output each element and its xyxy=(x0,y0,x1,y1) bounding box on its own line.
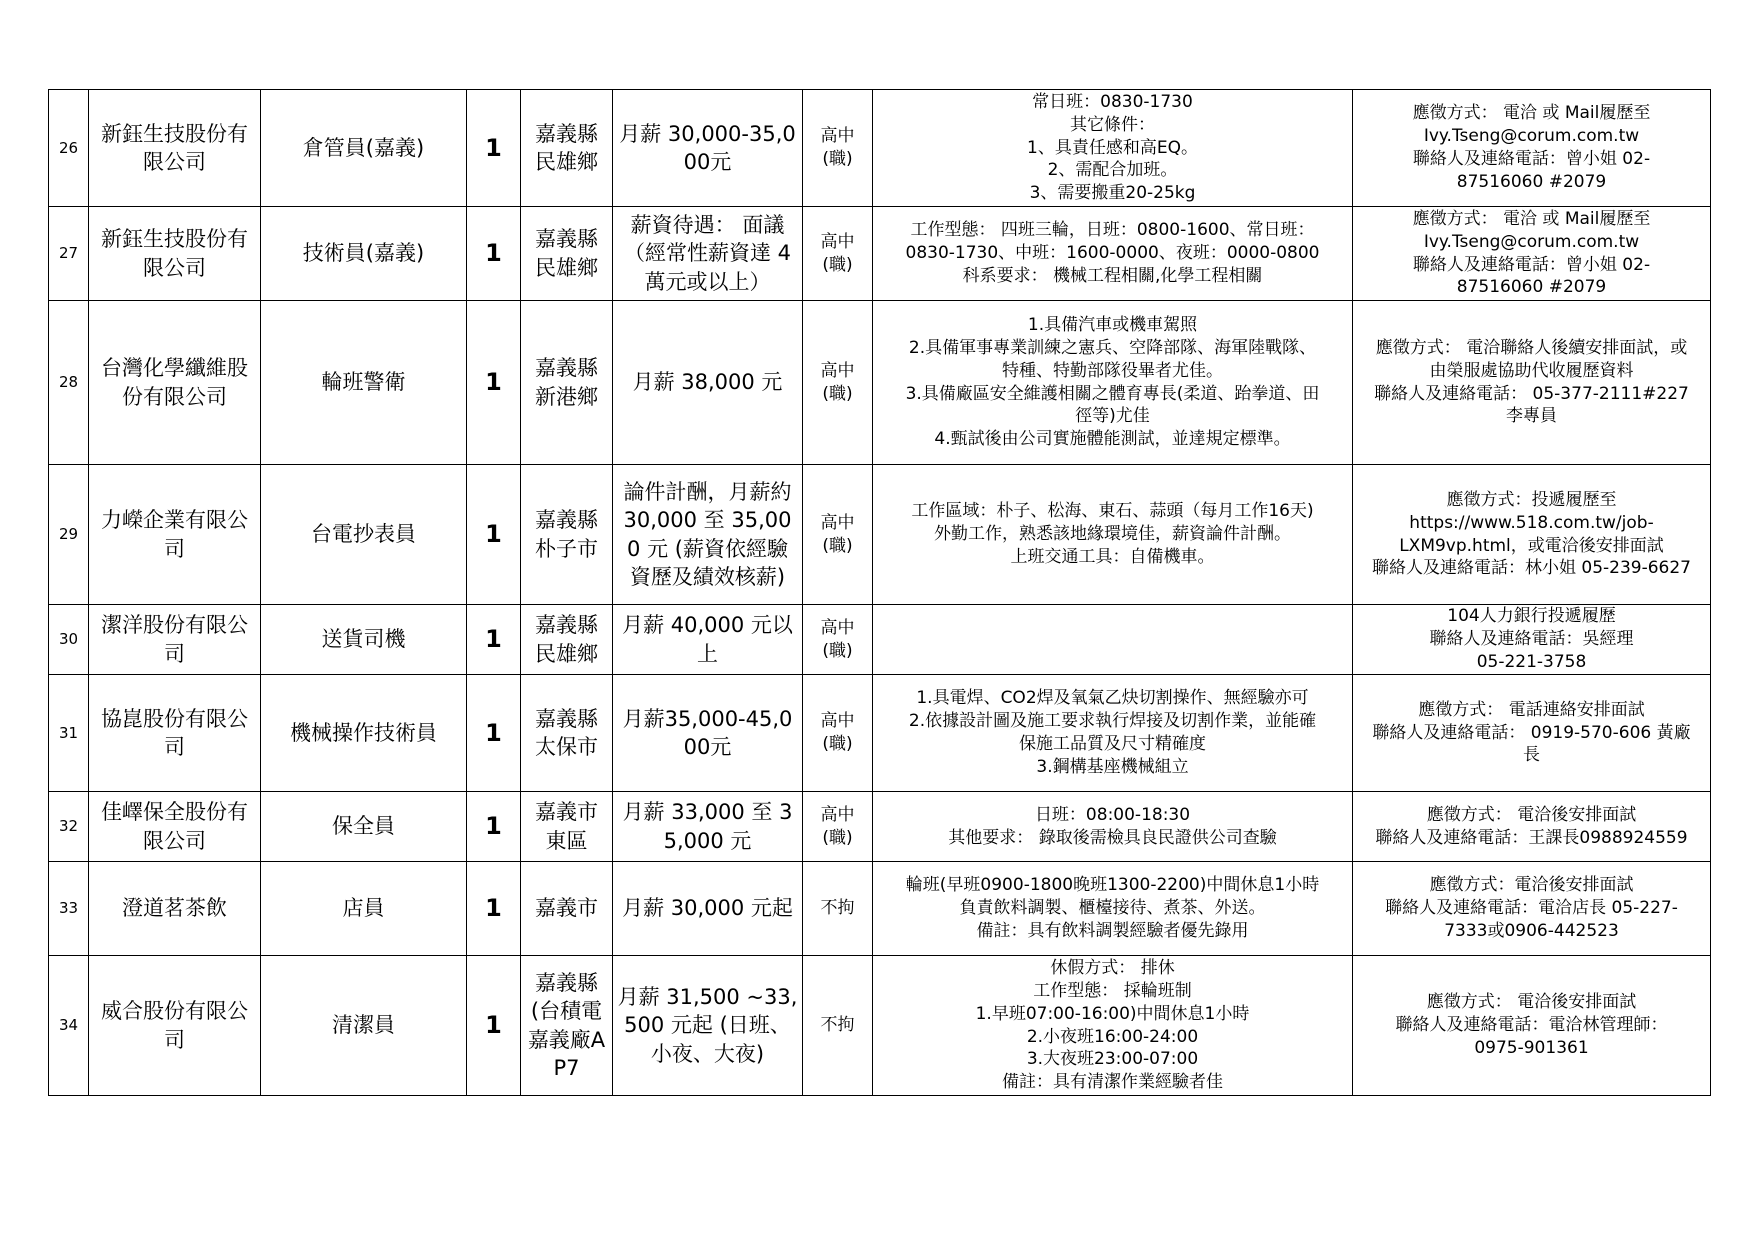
education-text: 高中(職) xyxy=(820,711,855,754)
application-line: 聯絡人及連絡電話：林小姐 05-239-6627 xyxy=(1371,558,1691,579)
application-line: 聯絡人及連絡電話：電洽店長 05-227- xyxy=(1385,898,1678,919)
job-position: 技術員(嘉義) xyxy=(261,207,467,301)
application-line: 應徵方式： 電洽 或 Mail履歷至 xyxy=(1412,103,1651,124)
company-name-text: 台灣化學纖維股份有限公司 xyxy=(101,356,248,409)
requirement-line: 3.鋼構基座機械組立 xyxy=(1036,756,1189,777)
job-position: 輪班警衛 xyxy=(261,301,467,465)
application-line: 05-221-3758 xyxy=(1476,651,1587,672)
application-method xyxy=(1353,605,1711,675)
requirements xyxy=(873,301,1353,465)
hiring-count: 1 xyxy=(467,862,521,956)
application-line: 聯絡人及連絡電話：曾小姐 02- xyxy=(1412,254,1651,275)
company-name-text: 新鈺生技股份有限公司 xyxy=(101,121,248,174)
requirement-line: 1、具責任感和高EQ。 xyxy=(1027,137,1198,158)
application-line: 聯絡人及連絡電話： 05-377-2111#227 xyxy=(1374,383,1689,404)
application-line: 聯絡人及連絡電話：王課長0988924559 xyxy=(1375,827,1688,848)
salary xyxy=(613,301,803,465)
education xyxy=(803,862,873,956)
requirement-line: 工作型態： 採輪班制 xyxy=(1033,980,1192,1001)
company-name-text: 新鈺生技股份有限公司 xyxy=(101,227,248,280)
requirements xyxy=(873,207,1353,301)
application-method xyxy=(1353,301,1711,465)
education xyxy=(803,207,873,301)
salary xyxy=(613,90,803,207)
row-number: 33 xyxy=(49,862,89,956)
application-line: 由榮服處協助代收履歷資料 xyxy=(1429,360,1634,381)
requirement-line: 備註：具有飲料調製經驗者優先錄用 xyxy=(976,920,1249,941)
hiring-count: 1 xyxy=(467,90,521,207)
job-rows xyxy=(49,90,1711,1096)
application-line: 應徵方式：投遞履歷至 xyxy=(1446,489,1617,510)
salary-text: 月薪 31,500 ~33,500 元起 (日班、小夜、大夜) xyxy=(617,984,798,1066)
salary-text: 薪資待遇： 面議（經常性薪資達 4 萬元或以上） xyxy=(623,212,792,294)
application-line: 聯絡人及連絡電話：吳經理 xyxy=(1429,629,1634,650)
hiring-count: 1 xyxy=(467,207,521,301)
application-method xyxy=(1353,792,1711,862)
row-number: 26 xyxy=(49,90,89,207)
company-name-text: 佳嶧保全股份有限公司 xyxy=(101,800,248,853)
application-line: 87516060 #2079 xyxy=(1456,171,1607,192)
education xyxy=(803,465,873,605)
requirement-line: 負責飲料調製、櫃檯接待、煮茶、外送。 xyxy=(959,898,1266,919)
application-line: 應徵方式： 電洽後安排面試 xyxy=(1426,992,1637,1013)
salary-text: 月薪 40,000 元以上 xyxy=(622,613,793,666)
education-text: 高中(職) xyxy=(820,126,855,169)
requirement-line: 其他要求： 錄取後需檢具良民證供公司查驗 xyxy=(948,827,1277,848)
application-line: 應徵方式： 電話連絡安排面試 xyxy=(1418,699,1645,720)
application-line: 應徵方式： 電洽後安排面試 xyxy=(1426,804,1637,825)
requirement-line: 1.具備汽車或機車駕照 xyxy=(1027,314,1198,335)
work-location xyxy=(521,862,613,956)
requirements xyxy=(873,792,1353,862)
work-location xyxy=(521,956,613,1096)
company-name-text: 潔洋股份有限公司 xyxy=(101,613,248,666)
education-text: 高中(職) xyxy=(820,231,855,275)
job-position: 台電抄表員 xyxy=(261,465,467,605)
company-name xyxy=(89,956,261,1096)
requirement-line: 日班：08:00-18:30 xyxy=(1034,804,1191,825)
application-method xyxy=(1353,465,1711,605)
salary-text: 論件計酬，月薪約 30,000 至 35,000 元 (薪資依經驗資歷及績效核薪) xyxy=(623,479,792,589)
requirement-line: 常日班：0830-1730 xyxy=(1032,91,1193,112)
requirement-line: 2.具備軍事專業訓練之憲兵、空降部隊、海軍陸戰隊、 xyxy=(908,337,1317,358)
company-name xyxy=(89,605,261,675)
requirement-line: 1.早班07:00-16:00)中間休息1小時 xyxy=(975,1003,1250,1024)
work-location-text: 嘉義市 xyxy=(535,896,598,921)
hiring-count: 1 xyxy=(467,465,521,605)
job-position: 倉管員(嘉義) xyxy=(261,90,467,207)
requirement-line: 3.具備廠區安全維護相關之體育專長(柔道、跆拳道、田 xyxy=(905,383,1320,404)
application-line: 聯絡人及連絡電話：曾小姐 02- xyxy=(1412,149,1651,169)
education xyxy=(803,956,873,1096)
requirements xyxy=(873,90,1353,207)
requirements xyxy=(873,675,1353,792)
education xyxy=(803,90,873,207)
requirement-line: 徑等)尤佳 xyxy=(1075,406,1150,427)
requirement-line: 4.甄試後由公司實施體能測試，並達規定標準。 xyxy=(934,429,1291,450)
requirement-line: 外勤工作，熟悉該地緣環境佳，薪資論件計酬。 xyxy=(934,524,1291,545)
hiring-count: 1 xyxy=(467,956,521,1096)
requirement-line: 科系要求： 機械工程相關,化學工程相關 xyxy=(962,265,1263,286)
application-method xyxy=(1353,862,1711,956)
application-line: 聯絡人及連絡電話：電洽林管理師： xyxy=(1395,1015,1668,1036)
table-row xyxy=(49,956,1711,1096)
requirements xyxy=(873,862,1353,956)
salary-text: 月薪 33,000 至 35,000 元 xyxy=(622,800,793,853)
salary xyxy=(613,956,803,1096)
application-method xyxy=(1353,207,1711,301)
table-row xyxy=(49,90,1711,207)
company-name-text: 威合股份有限公司 xyxy=(101,999,248,1052)
row-number: 34 xyxy=(49,956,89,1096)
work-location-text: 嘉義縣民雄鄉 xyxy=(535,227,598,280)
salary xyxy=(613,862,803,956)
education-text: 不拘 xyxy=(820,1015,855,1036)
application-line: Ivy.Tseng@corum.com.tw xyxy=(1423,126,1640,147)
requirement-line: 保施工品質及尺寸精確度 xyxy=(1019,734,1206,754)
requirement-line: 休假方式： 排休 xyxy=(1050,957,1175,978)
job-listing-table xyxy=(48,89,1711,1096)
work-location-text: 嘉義市東區 xyxy=(535,800,598,853)
application-line: 104人力銀行投遞履歷 xyxy=(1447,606,1616,627)
requirements xyxy=(873,465,1353,605)
education-text: 高中(職) xyxy=(820,512,855,556)
application-line: 應徵方式：電洽後安排面試 xyxy=(1429,875,1634,896)
application-method xyxy=(1353,90,1711,207)
application-line: 李專員 xyxy=(1506,406,1557,427)
row-number: 28 xyxy=(49,301,89,465)
work-location-text: 嘉義縣民雄鄉 xyxy=(535,121,598,174)
application-line: LXM9vp.html，或電洽後安排面試 xyxy=(1399,535,1664,556)
application-line: 0975-901361 xyxy=(1474,1037,1589,1058)
work-location xyxy=(521,465,613,605)
table-row xyxy=(49,207,1711,301)
work-location-text: 嘉義縣(台積電嘉義廠AP7 xyxy=(527,970,606,1080)
company-name xyxy=(89,207,261,301)
work-location-text: 嘉義縣民雄鄉 xyxy=(535,613,598,666)
company-name xyxy=(89,90,261,207)
table-row xyxy=(49,862,1711,956)
company-name-text: 澄道茗茶飲 xyxy=(122,896,227,921)
table-row xyxy=(49,792,1711,862)
work-location xyxy=(521,792,613,862)
row-number: 29 xyxy=(49,465,89,605)
work-location xyxy=(521,301,613,465)
row-number: 30 xyxy=(49,605,89,675)
table-row xyxy=(49,605,1711,675)
education-text: 高中(職) xyxy=(820,360,855,404)
application-line: 7333或0906-442523 xyxy=(1444,920,1619,941)
requirement-line: 2.小夜班16:00-24:00 xyxy=(1026,1026,1199,1047)
hiring-count: 1 xyxy=(467,301,521,465)
education-text: 不拘 xyxy=(820,898,855,919)
salary xyxy=(613,605,803,675)
hiring-count: 1 xyxy=(467,792,521,862)
salary-text: 月薪 30,000-35,000元 xyxy=(619,121,796,174)
work-location xyxy=(521,207,613,301)
requirement-line: 0830-1730、中班：1600-0000、夜班：0000-0800 xyxy=(905,243,1320,264)
education-text: 高中(職) xyxy=(820,617,855,661)
work-location xyxy=(521,90,613,207)
work-location xyxy=(521,675,613,792)
company-name-text: 力嶸企業有限公司 xyxy=(101,508,248,561)
salary-text: 月薪 30,000 元起 xyxy=(622,896,793,921)
row-number: 27 xyxy=(49,207,89,301)
requirement-line: 2、需配合加班。 xyxy=(1047,160,1178,181)
salary xyxy=(613,207,803,301)
salary xyxy=(613,792,803,862)
company-name xyxy=(89,675,261,792)
job-position: 保全員 xyxy=(261,792,467,862)
company-name xyxy=(89,792,261,862)
application-line: 聯絡人及連絡電話： 0919-570-606 黃廠 xyxy=(1372,722,1691,743)
application-line: https://www.518.com.tw/job- xyxy=(1409,512,1654,533)
requirement-line: 3、需要搬重20-25kg xyxy=(1029,183,1196,204)
hiring-count: 1 xyxy=(467,605,521,675)
requirement-line: 特種、特勤部隊役畢者尤佳。 xyxy=(1002,360,1223,381)
requirement-line: 2.依據設計圖及施工要求執行焊接及切割作業，並能確 xyxy=(908,711,1317,732)
requirement-line: 備註：具有清潔作業經驗者佳 xyxy=(1002,1072,1223,1093)
application-line: 應徵方式： 電洽 或 Mail履歷至 xyxy=(1412,208,1651,229)
work-location-text: 嘉義縣太保市 xyxy=(535,706,598,759)
company-name xyxy=(89,465,261,605)
application-line: 87516060 #2079 xyxy=(1456,277,1607,298)
table-row xyxy=(49,301,1711,465)
education-text: 高中(職) xyxy=(820,804,855,848)
application-line: Ivy.Tseng@corum.com.tw xyxy=(1423,231,1640,252)
education xyxy=(803,675,873,792)
salary-text: 月薪 38,000 元 xyxy=(632,370,783,395)
requirement-line: 其它條件： xyxy=(1070,114,1155,135)
education xyxy=(803,301,873,465)
work-location-text: 嘉義縣朴子市 xyxy=(535,508,598,561)
job-position: 清潔員 xyxy=(261,956,467,1096)
company-name xyxy=(89,301,261,465)
education xyxy=(803,792,873,862)
salary xyxy=(613,675,803,792)
requirement-line: 工作區域：朴子、松海、東石、蒜頭（每月工作16天) xyxy=(911,501,1314,522)
application-method xyxy=(1353,956,1711,1096)
hiring-count: 1 xyxy=(467,675,521,792)
job-position: 店員 xyxy=(261,862,467,956)
requirements xyxy=(873,956,1353,1096)
company-name xyxy=(89,862,261,956)
work-location xyxy=(521,605,613,675)
table-row xyxy=(49,465,1711,605)
row-number: 32 xyxy=(49,792,89,862)
requirement-line: 上班交通工具：自備機車。 xyxy=(1010,546,1215,567)
row-number: 31 xyxy=(49,675,89,792)
requirements xyxy=(873,605,1353,675)
job-position: 送貨司機 xyxy=(261,605,467,675)
education xyxy=(803,605,873,675)
requirement-line: 輪班(早班0900-1800晚班1300-2200)中間休息1小時 xyxy=(905,875,1320,896)
work-location-text: 嘉義縣新港鄉 xyxy=(535,356,598,409)
application-method xyxy=(1353,675,1711,792)
salary-text: 月薪35,000-45,000元 xyxy=(622,706,793,759)
application-line: 長 xyxy=(1523,745,1540,766)
salary xyxy=(613,465,803,605)
job-position: 機械操作技術員 xyxy=(261,675,467,792)
application-line: 應徵方式： 電洽聯絡人後續安排面試，或 xyxy=(1375,337,1688,358)
requirement-line: 工作型態： 四班三輪，日班：0800-1600、常日班： xyxy=(910,220,1315,241)
company-name-text: 協崑股份有限公司 xyxy=(101,706,248,759)
table-row xyxy=(49,675,1711,792)
requirement-line: 1.具電焊、CO2焊及氧氣乙炔切割操作、無經驗亦可 xyxy=(916,688,1309,709)
requirement-line: 3.大夜班23:00-07:00 xyxy=(1026,1049,1199,1070)
